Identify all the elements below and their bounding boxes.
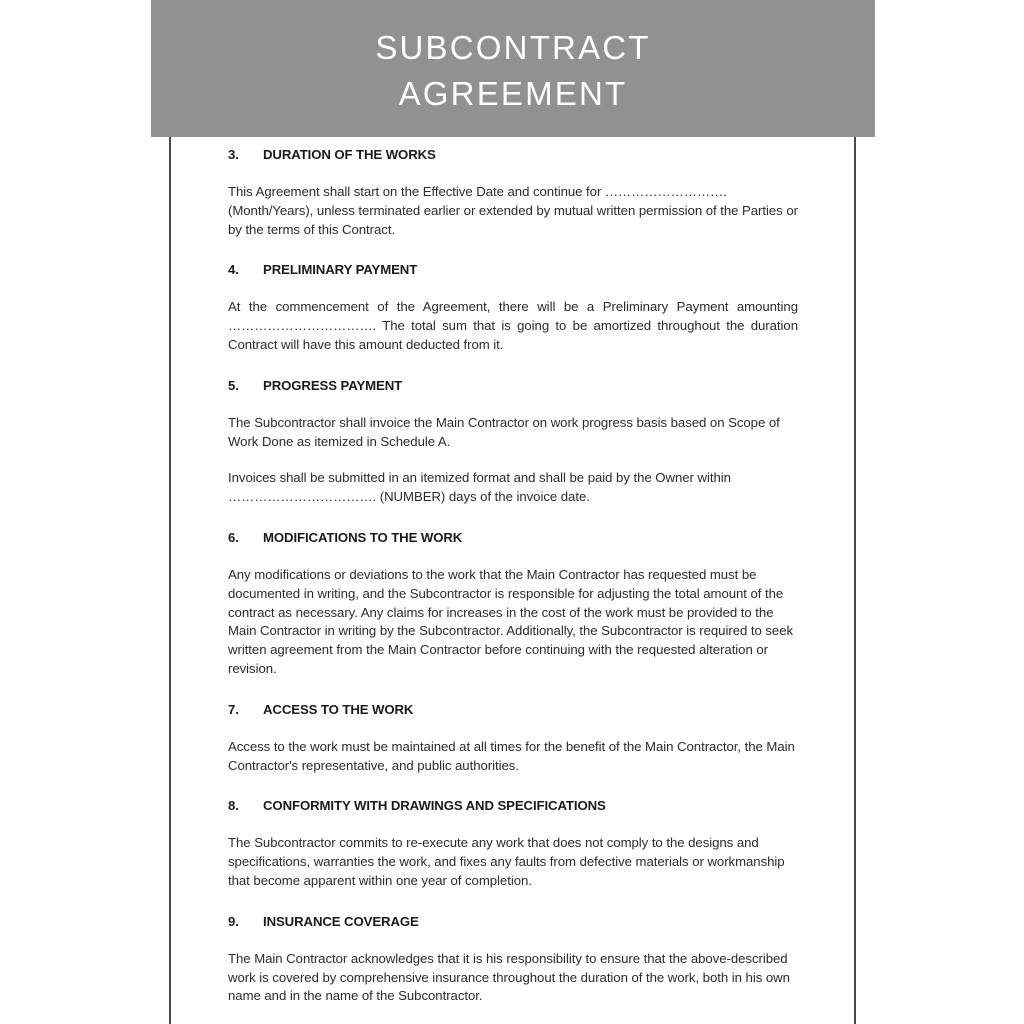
clause-9-label: INSURANCE COVERAGE [263,913,419,929]
clause-5-number: 5. [228,377,239,393]
clause-7-paragraph-1: Access to the work must be maintained at all times for the benefit of the Main Contractor, the Main Contractor's representative, and public authorities. [228,738,795,773]
clause-4-label: PRELIMINARY PAYMENT [263,262,418,278]
clause-4-number: 4. [228,262,239,278]
clause-4-heading [228,261,798,278]
clause-3-heading [228,146,798,163]
clause-9-heading [228,913,798,930]
clause-9-paragraph-1: The Main Contractor acknowledges that it is his responsibility to ensure that the above-described work is covered by comprehensive insurance throughout the duration of the work, both in his own name and in the name of the Subcontractor. [228,950,790,1004]
clause-7-number: 7. [228,701,239,717]
clause-6-heading [228,529,798,546]
clause-8-paragraph-1: The Subcontractor commits to re-execute any work that does not comply to the designs and specifications, warranties the work, and fixes any faults from defective materials or workmanship that become apparent within one year of completion. [228,835,785,888]
clause-3-paragraph-1: This Agreement shall start on the Effective Date and continue for ………………………. (Month/Years), unless terminated earlier or extended by mutual written permission of the Parties or by the terms of this Contract. [228,184,798,237]
clause-5-heading [228,377,798,394]
clause-6-paragraph-1: Any modifications or deviations to the work that the Main Contractor has requested must be documented in writing, and the Subcontractor is responsible for adjusting the total amount of the contract as necessary. Any claims for increases in the cost of the work must be provided to the Main Contractor in writing by the Subcontractor. Additionally, the Subcontractor is required to seek written agreement from the Main Contractor before continuing with the requested alteration or revision. [228,566,794,676]
clause-8-heading [228,797,798,814]
clause-7-heading [228,701,798,718]
clause-8 [228,797,798,890]
clause-4 [228,261,798,354]
clause-6-label: MODIFICATIONS TO THE WORK [263,529,463,545]
clause-9 [228,913,798,1006]
clause-6 [228,529,798,679]
document-title-line-1: SUBCONTRACT [375,28,651,66]
clause-5 [228,377,798,507]
clause-3-number: 3. [228,147,239,162]
document-title-line-2: AGREEMENT [398,74,628,112]
clause-3-label: DURATION OF THE WORKS [263,147,436,162]
clause-6-number: 6. [228,529,239,545]
clause-8-label: CONFORMITY WITH DRAWINGS AND SPECIFICATIONS [263,798,606,814]
clause-7 [228,701,798,776]
clause-5-label: PROGRESS PAYMENT [263,377,403,393]
clause-8-number: 8. [228,798,239,814]
clause-3 [228,146,798,239]
clause-5-paragraph-2: Invoices shall be submitted in an itemized format and shall be paid by the Owner within ……………………………. (NUMBER) days of the invoice date. [228,470,731,505]
document-sheet [169,137,856,1024]
clause-9-number: 9. [228,913,239,929]
title-banner [151,0,875,137]
clause-7-label: ACCESS TO THE WORK [263,701,414,717]
clause-4-paragraph-1: At the commencement of the Agreement, there will be a Preliminary Payment amounting ……………………………. The total sum that is going to be amortized throughout the duration Contract will have this amount deducted from it. [228,299,798,352]
document-body [228,137,798,1006]
clause-5-paragraph-1: The Subcontractor shall invoice the Main Contractor on work progress basis based on Scope of Work Done as itemized in Schedule A. [228,414,780,449]
